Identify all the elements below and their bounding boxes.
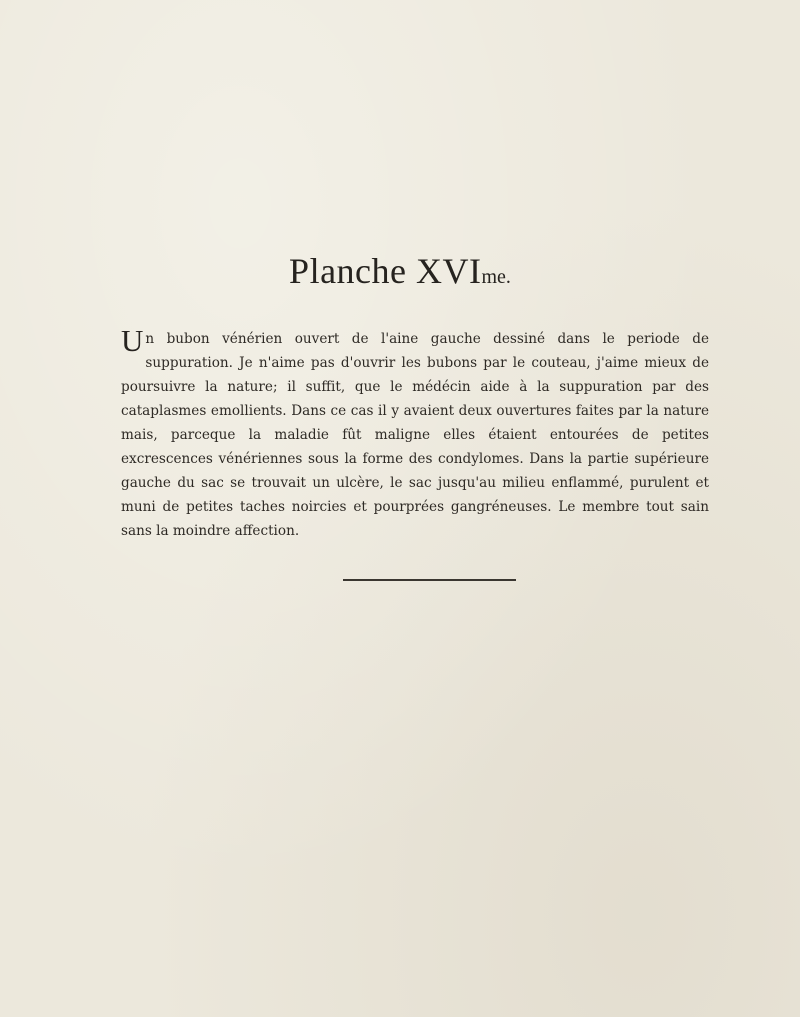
- drop-cap: U: [121, 323, 144, 358]
- paragraph-text: n bubon vénérien ouvert de l'aine gauche dessiné dans le periode de suppuration. Je n'aime pas d'ouvrir les bubons par le couteau, j'aime mieux de poursuivre la nature; il suffit, que le médécin aide à la suppuration par des cataplasmes emollients. Dans ce cas il y avaient deux ouvertures faites par la nature mais, parceque la maladie fût maligne elles étaient entourées de petites excrescences vénériennes sous la forme des condylomes. Dans la partie supérieure gauche du sac se trouvait un ulcère, le sac jusqu'au milieu enflammé, purulent et muni de petites taches noircies et pourprées gangréneuses. Le membre tout sain sans la moindre affection.: [121, 331, 709, 539]
- title-suffix: me.: [481, 266, 511, 288]
- body-paragraph: [121, 323, 709, 543]
- divider-rule: [343, 579, 516, 581]
- title-main: Planche XVI: [289, 251, 482, 291]
- page-title: [0, 250, 800, 292]
